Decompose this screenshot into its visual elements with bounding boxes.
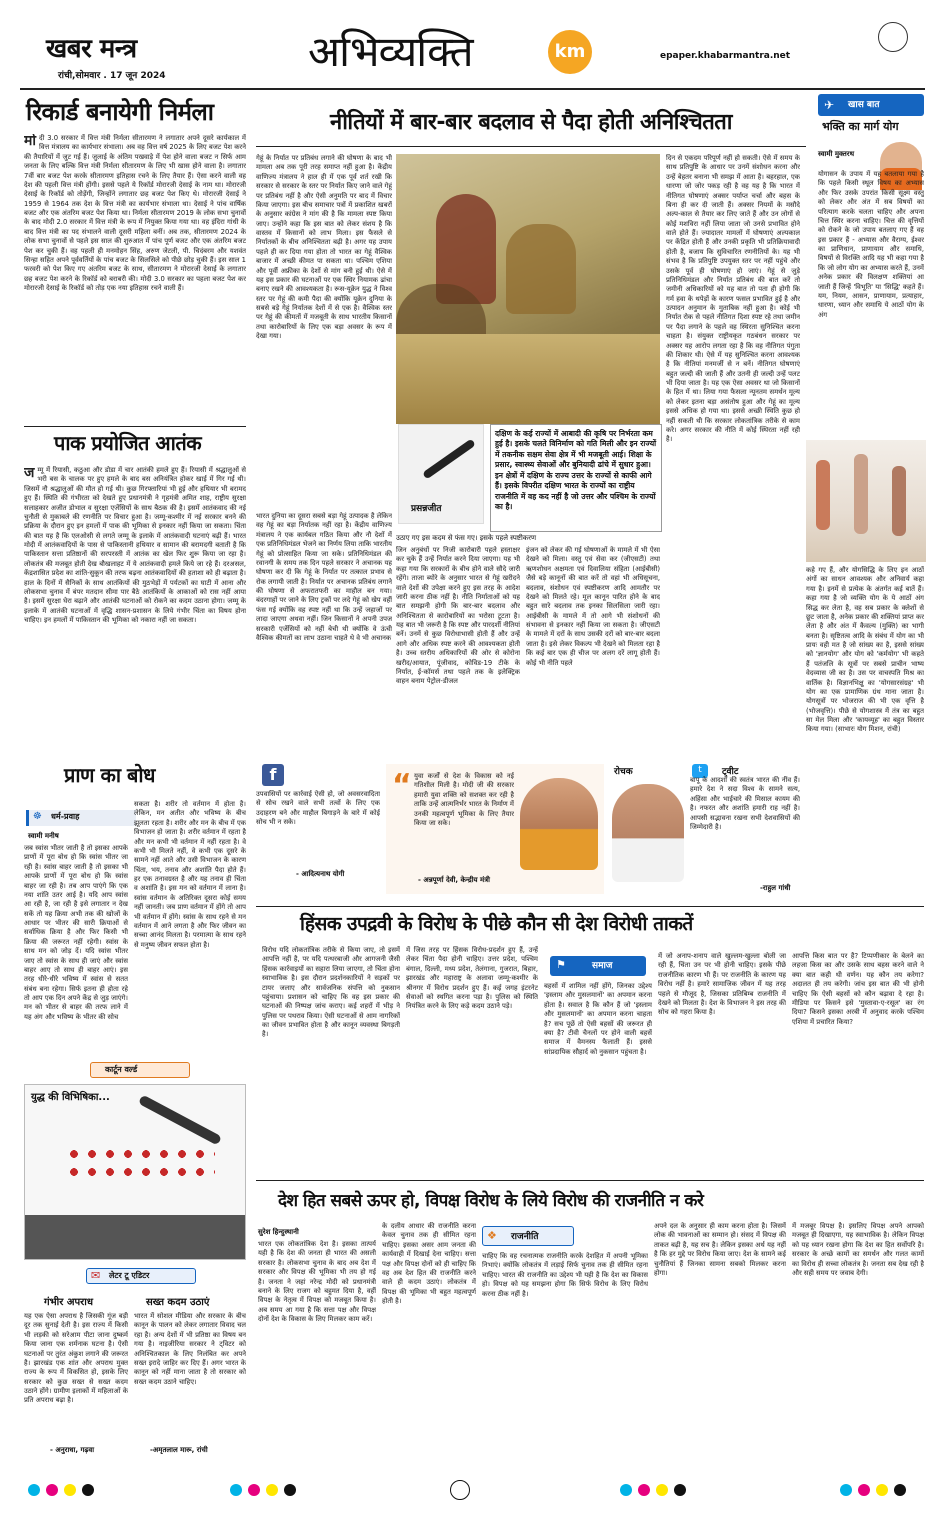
quote2-text: बापू के आदर्शों की स्वतंत्र भारत की नींव हैं। हमारे देश ने सदा विश्व के सामने सत्य, अहिंसा और भाईचारे की मिसाल कायम की है। नफरत और अशांति हमारी राह नहीं है। आपसी सद्भावना रखना सभी देशवासियों की जिम्मेदारी है। (690, 776, 800, 831)
yoga-author: स्वामी मुक्तरथ (818, 150, 855, 158)
rajniti-icon: ❖ (487, 1229, 497, 1242)
yoga-kicker: खास बात (848, 100, 880, 110)
reg-dot-cyan (28, 1484, 40, 1496)
patriot-col-3: चाहिए कि वह रचनात्मक राजनीति करके देशहित में अपनी भूमिका निभाएं। क्योंकि लोकतंत्र में लड़ाई सिर्फ चुनाव तक ही सीमित रहना चाहिए। भारत की राजनीति का उद्देश्य भी यही है कि देश का विकास हो। विपक्ष को यह समझना होगा कि सिर्फ विरोध के लिए विरोध करना ठीक नहीं है। (482, 1252, 648, 1298)
lead-rule (256, 146, 806, 147)
cartoon-caption: युद्ध की विभिषिका... (31, 1092, 110, 1103)
letter2-head: सख्त कदम उठाएं (146, 1297, 210, 1308)
dateline: रांची,सोमवार . 17 जून 2024 (58, 71, 166, 81)
color-registration-strip (20, 1478, 925, 1502)
crosshair-icon (450, 1480, 470, 1500)
fb-text: उपवासियों पर कार्रवाई ऐसी हो, जो अवसरवादिता से सोच रखने वाले सभी तत्वों के लिए एक उदाहरण बने और माहौल बिगाड़ने के बारे में कोई सोच भी न सके। (256, 790, 380, 827)
yoga-figure-3 (892, 466, 906, 536)
reg-dot-yellow (64, 1484, 76, 1496)
reg-dot-cyan-3 (620, 1484, 632, 1496)
yoga-body: कहे गए हैं, और योगसिद्धि के लिए इन आठों अंगों का साधन आवश्यक और अनिवार्य कहा गया है। इनमें से प्रत्येक के अंतर्गत कई बातें हैं। कहा गया है जो व्यक्ति योग के ये आठों अंग सिद्ध कर लेता है, वह सब प्रकार के क्लेशों से छूट जाता है, अनेक प्रकार की शक्तियां प्राप्त कर लेता है और अंत में कैवल्य (मुक्ति) का भागी बनता है। सृष्टितत्व आदि के संबंध में योग का भी प्रायः वही मत है जो सांख्य का है, इससे सांख्य को 'ज्ञानयोग' और योग को 'कर्मयोग' भी कहते हैं पतंजलि के सूत्रों पर सबसे प्राचीन भाष्य वेदव्यास जी का है। उस पर वाचस्पति मिश्र का वार्तिक है। विज्ञानभिक्षु का 'योगसारसंग्रह' भी योग का एक प्रामाणिक ग्रंथ माना जाता है। योगसूत्रों पर भोजराज की भी एक वृत्ति है (भोजवृत्ति)। पीछे से योगशास्त्र में तंत्र का बहुत सा मेल मिला और 'कायव्यूह' का बहुत विस्तार किया गया। (साभारः योग मिशन, रांची) (806, 566, 924, 734)
aatank-body (24, 466, 246, 756)
cartoon (24, 1084, 246, 1260)
violence-col-4: में जो अनाप-शनाप वाले खुल्लम-खुल्ला बोली जा रही हैं, चिंता उन पर भी होनी चाहिए। इसके पीछे राजनीतिक कारण भी हैं। पर राजनीति के कारण यह विरोध नहीं है। हमारे सामाजिक जीवन में यह तरह पहले से मौजूद है, जिसका प्रतिबिम्ब राजनीति में देखने को मिलता है। देश के विभाजन ने इस तरह की सोच को गहरा किया है। (658, 952, 786, 1017)
cartoon-kicker-box (90, 1062, 190, 1078)
patriot-headline: देश हित सबसे ऊपर हो, विपक्ष विरोध के लिये विरोध की राजनीति न करे (278, 1191, 704, 1211)
reg-dot-yellow-2 (266, 1484, 278, 1496)
minister-photo (520, 778, 598, 870)
aatank-dropcap: ज (24, 466, 35, 481)
pen-icon (422, 439, 476, 480)
logo-text: km (554, 40, 586, 62)
letters-kicker: लेटर टू एडिटर (109, 1271, 150, 1280)
reg-dot-black-2 (284, 1484, 296, 1496)
lead-col-5: दिन से एकदम परिपूर्ण नहीं हो सकती। ऐसे में समय के साथ प्रतिपुष्टि के आधार पर उनमें संशोधन करना और उन्हें बेहतर बनाना भी समझ में आता है। बहरहाल, एक धारणा जो जोर पकड़ रही है वह यह है कि भारत में नीतिगत घोषणाएं अक्सर पर्याप्त चर्चा और बहस के बिना ही कर दी जाती हैं। अक्सर नियमों के मसौदे अल्प-काल से तैयार कर लिए जाते हैं और उन लोगों से कोई मशविरा नहीं लिया जाता जो उनसे प्रभावित होने वाले होते हैं। ज्यादातर मामलों में घोषणाएं अल्पकाल पर केंद्रित होती हैं और उनकी प्रकृति भी प्रतिक्रियावादी होती है, बजाय कि सुविचारित रणनीतियों के। यह भी संभव है कि प्रतिपुष्टि उपयुक्त स्तर पर नहीं पहुंचे और उसके पूर्व ही घोषणाएं हो जाएं। गेहूं से जुड़े प्रतिनिधिमंडल और निर्यात प्रतिबंध की बात करें तो जमीनी अधिकारियों को यह बात तो पता ही होगी कि गर्म हवा के थपेड़ों के कारण फसल प्रभावित हुई है और उत्पादन अनुमान के मुताबिक नहीं हुआ है। कोई भी निर्यात रोक से पहले नीतिगत दिशा स्पष्ट रहे तथा जमीन पर पैदा लगाने के पहले वह स्थिरता सुनिश्चित करना चाहता है। संयुक्त राष्ट्रीयकृत गठबंधन सरकार पर अक्सर यह आरोप लगता रहा है कि वह नीतिगत पंगुता की शिकार थी। ऐसे में यह सुनिश्चित करना आवश्यक है कि नीतियां मनमर्जी से न बनें। नीतिगत घोषणाएं बहुत जल्दी की जाती हैं और उतनी ही जल्दी उन्हें पलट भी दिया जाता है। यह एक ऐसा अवसर था जो किसानों के हित में था। लिया गया फैसला न्यूनतम समर्थन मूल्य को लेकर इतना बड़ा असंतोष हुआ और गेहूं का मूल्य इससे अधिक हो गया था। इससे अच्छी स्थिति कुछ हो नहीं सकती थी कि सरकार लोकतांत्रिक तरीके से काम करे। अगर सरकार की नीति में कोई स्थिरता नहीं रही है। (666, 154, 800, 444)
masthead (20, 18, 925, 86)
registration-mark-icon (878, 22, 908, 52)
lead-col-3: जिन अनुबंधों पर निजी कारोबारी पहले हस्ताक्षर कर चुके हैं उन्हें निर्यात करने दिया जाएगा। यह भी कहा गया कि सरकारों के बीच होने वाले सौदे जारी रहेंगे। ताजा ब्योरे के अनुसार भारत से गेहूं खरीदने वाले देशों की उपेक्षा करने हुए इस तरह के आदेश जारी करना ठीक नहीं है। नीति निर्माताओं को यह बात समझनी होगी कि बार-बार बदलाव और अनिश्चितता से कारोबारियों का भरोसा टूटता है। यह बात भी जरूरी है कि स्पष्ट और पारदर्शी नीतियां बनें। उनमें से कुछ विरोधाभासी होती हैं और उन्हें आगे और अधिक स्पष्ट करने की आवश्यकता होती है। उच्च स्तरीय अधिकारियों की ओर से कोरोना खरीद/आयात, पूंजीवाद, कोविड-19 टीके के निर्यात, ई-कॉमर्स तथा पहले तक के इलेक्ट्रिक वाहन बनाम पेट्रोल-डीजल (396, 546, 520, 686)
nirmala-dropcap: मो (24, 134, 36, 149)
farmer-figure-2 (506, 224, 576, 314)
fb-author: - आदित्यनाथ योगी (296, 870, 345, 878)
quote-mark-icon: “ (392, 768, 412, 803)
violence-col-3: बहसों में शामिल नहीं होंगे, जिनका उद्देश्य 'इस्लाम और मुसलमानों' का अपमान करना होता है। सवाल है कि कौन हैं जो 'इस्लाम और मुसलमानों' का अपमान करना चाहता है? सच पूछें तो ऐसी बहसों की जरूरत ही क्या है? टीवी चैनलों पर होने वाली बहसें समाज में वैमनस्य फैलाती हैं। इससे सांप्रदायिक सौहार्द को नुकसान पहुंचता है। (544, 982, 652, 1056)
missile-icon (138, 1094, 222, 1145)
praan-col-1: जब स्वांस भीतर जाती है तो इसका आपके प्राणों में पूरा बोध हो कि स्वांस भीतर जा रही है। स्वांस बाहर जाती है तो इसका भी आपके प्राणों में पूरा बोध हो कि स्वांस बाहर जा रही है। तब आप पाएंगे कि एक नया शांति उतर आई है। यदि आप स्वांस आ रही है, जा रही है इसे लगातार न देख सकें तो यह क्रिया अभी तक की खोजों के आधार पर भीतर की सारी क्रियाओं से सर्वाधिक क्रिया है और फिर किसी भी क्रिया की जरूरत नहीं रहेगी। स्वांस के साथ मन को जोड़ दें। यदि स्वांस भीतर जाए तो स्वांस के साथ ही जाएं और स्वांस बाहर आए तो साथ ही बाहर आएं। इस तरह धीरे-धीरे भविष्य में स्वांस से सतत संबंध बना रहेगा। सिर्फ इतना ही होता रहे तो आप एक दिन अपने केंद्र से जुड़ जाएंगे। मन को भीतर से बाहर की तरफ लाने में यह अंग और भविष्य के भीतर की सोच (24, 844, 128, 1021)
letter1-head: गंभीर अपराध (44, 1297, 93, 1308)
nirmala-headline: रिकार्ड बनायेगी निर्मला (26, 98, 214, 126)
patriot-col-2: के दलीय आधार की राजनीति करना केवल चुनाव तक ही सीमित रहना चाहिए। इसका असर आम जनता की कार्यवाही में दिखाई देना चाहिए। सत्ता पक्ष और विपक्ष दोनों को ही चाहिए कि वह अब देश हित की राजनीति करने वाले ही कदम उठाएं। लोकतंत्र में विपक्ष की भूमिका भी बहुत महत्वपूर्ण होती है। (382, 1222, 476, 1305)
letter1-author: - अनुराधा, गढ़वा (50, 1446, 95, 1454)
violence-top-rule (256, 906, 924, 907)
quote-block-1 (386, 764, 604, 894)
reg-dot-black-3 (674, 1484, 686, 1496)
lead-headline: नीतियों में बार-बार बदलाव से पैदा होती अनिश्चितता (330, 110, 732, 135)
aatank-text: म्मू में रियासी, कठुआ और डोडा में चार आतंकी हमले हुए हैं। रियासी में श्रद्धालुओं से भरी बस के चालक पर हुए हमले के बाद बस अनियंत्रित होकर खाई में गिर गई थी। जिसमें नौ श्रद्धालुओं की मौत हो गई थी। कुछ गिरफ्तारियां भी हुई और हथियार भी बरामद हुए हैं। स्थिति की गंभीरता को देखते हुए प्रधानमंत्री ने गृहमंत्री अमित शाह, राष्ट्रीय सुरक्षा सलाहकार अजीत डोभाल व सुरक्षा एजेंसियों के साथ बैठक की है। इसमें आतंकवाद की नई चुनौती से मुकाबले की रणनीति पर विचार हुआ है। जम्मू-कश्मीर में नई सरकार बनने की प्रक्रिया के दौरान हुए इन हमलों में पाक की भूमिका से इनकार नहीं किया जा सकता। चिंता की बात यह है कि एलओसी से लगते जम्मू के इलाके में आतंकवादी घटनाएं बढ़ी हैं। भारत मोदी में आतंकवादियों के पास से पाकिस्तानी हथियार व सामान की बरामदगी बताती है कि पाकिस्तान सत्ता प्रतिष्ठानों की सरपरस्ती में आतंक का खेल फिर शुरू किया जा रहा है। लोकतंत्र की मजबूत होती देख बौखलाहट में ये आतंकवादी हमले किये जा रहे हैं। दरअसल, केंद्रशासित प्रदेश का शांति-सुकून की तरफ बढ़ना आतंकवादियों की हताशा को ही बढ़ाता है। हाल के दिनों में सैनिकों के साथ आतंकियों की मुठभेड़ों में पर्यटकों का घाटी में आना और लोकसभा चुनाव में बंपर मतदान सीमा पार बैठे आतंकियों के आकाओं को रास नहीं आया है। इसमें सुरक्षा घेरा बढ़ाने और आतंकी घटनाओं को रोकने का कदम उठाना होगा। जम्मू के इलाके में आतंकी घटनाओं में वृद्धि शासन-प्रशासन के लिये गंभीर चिंता का विषय होना चाहिए। इन हमलों में पाकिस्तान की भूमिका को नकारा नहीं जा सकता। (24, 466, 246, 624)
praan-kicker: धर्म-प्रवाह (51, 812, 80, 821)
quote2-author: -राहुल गांधी (760, 884, 791, 892)
nirmala-text: दी 3.0 सरकार में वित्त मंत्री निर्मला सीतारमण ने लगातार अपने दूसरे कार्यकाल में वित्त मंत्रालय का कार्यभार संभाला। अब वह वित्त वर्ष 2025 के लिए बजट पेश करने की तैयारियों में जुट गई हैं। जुलाई के अंतिम पखवाड़े में पेश होने वाला बजट न सिर्फ आम जनता के लिए बल्कि वित्त मंत्री निर्मला सीतारमण के लिए भी खास होने वाला है। लगातार 7वीं बार बजट पेश करके सीतारमण इतिहास रचने के लिए तैयार हैं। ऐसा करने वाली वह देश की पहली वित्त मंत्री होंगी। इससे पहले ये रिकॉर्ड मोरारजी देसाई के नाम था। मोरारजी देसाई के रिकॉर्ड को तोड़ेंगी, जिन्होंने लगातार छह बजट पेश किए थे। मोरारजी देसाई ने 1959 से 1964 तक देश के वित्त मंत्री का कार्यभार संभाला था। देसाई ने पांच वार्षिक बजट और एक अंतरिम बजट पेश किया था। निर्मला सीतारमण 2019 के लोक सभा चुनावों के बाद मोदी 2.0 सरकार में वित्त मंत्री के रूप में नियुक्त किया गया था। वह इंदिरा गांधी के बाद वित्त मंत्री का पद संभालने वाली दूसरी महिला बनीं। अब तक, सीतारमण 2024 के लोक सभा चुनावों से पहले इस साल की शुरुआत में पांच पूर्ण बजट और एक अंतरिम बजट पेश कर चुकी हैं। वह पहली ही मनमोहन सिंह, अरुण जेटली, पी. चिदंबरम और यशवंत सिन्हा सहित अपने पूर्ववर्तियों के पांच बजट के सिलसिले को पीछे छोड़ चुकी हैं। इस साल 1 फरवरी को पेश किए गए अंतरिम बजट के साथ, सीतारमण ने मोरारजी देसाई के लगातार छह बजट पेश करने के रिकॉर्ड को बराबरी की। मोदी 3.0 सरकार का पहला बजट पेश कर मोरारजी देसाई के रिकॉर्ड को तोड़ एक नया इतिहास रचने वाली हैं। (24, 134, 246, 292)
label-rochak: रोचक (614, 767, 633, 777)
lead-col-2: भारत दुनिया का दूसरा सबसे बड़ा गेहूं उत्पादक है लेकिन वह गेहूं का बड़ा निर्यातक नहीं रहा है। केंद्रीय वाणिज्य मंत्रालय ने एक कार्यबल गठित किया और नौ देशों में एक प्रतिनिधिमंडल भेजने का निर्णय लिया ताकि भारतीय गेहूं को प्रोत्साहित किया जा सके। प्रतिनिधिमंडल की रवानगी के समय तक दिन पहले सरकार ने अचानक यह घोषणा कर दी कि गेहूं के निर्यात पर तत्काल प्रभाव से रोक लगायी जाती है। निर्यात पर अचानक प्रतिबंध लगाने की घोषणा से अफरातफरी का माहौल बन गया। बंदरगाहों पर जाने के लिए ट्रकों पर लदे गेहूं को खेप वहीं फंस गई क्योंकि वह स्पष्ट नहीं था कि उन्हें जहाजों पर लादा जाएगा अथवा नहीं। जिन किसानों ने अपनी उपज सरकारी एजेंसियों को नहीं बेची थी क्योंकि वे ऊंची वैश्विक कीमतों का लाभ उठाना चाहते थे वे भी अचानक (256, 512, 392, 642)
lead-col-4: इंजन को लेकर की गई घोषणाओं के मामले में भी ऐसा देखने को मिला। वस्तु एवं सेवा कर (जीएसटी) तथा ऋणशोधन अक्षमता एवं दिवालिया संहिता (आईबीसी) जैसे बड़े कानूनों की बात करें तो वहां भी अधिसूचना, बदलाव, संशोधन एवं स्पष्टीकरण आदि आमतौर पर देखने को मिलते रहे। मूल कानून पारित होने के बाद बहुत सारे बदलाव तक इनका सिलसिला जारी रहा। आईबीसी के मामले में तो आगे भी संशोधनों की संभावना से इनकार नहीं किया जा सकता है। जीएसटी के मामले में दरों के साथ उसकी दरों को बार-बार बदला जाता है। इसे लेकर विकल्प भी देखने को मिलता रहा है कि कई बार एक ही चीज पर अलग दरें लागू होती हैं। कोई भी नीति पहले (526, 546, 660, 667)
patriot-col-4: अपने दल के अनुसार ही काम करना होता है। जिसमें लोक की भावनाओं का सम्मान हो। संसद में विपक्ष की ताकत बढ़ी है, यह सच है। लेकिन इसका अर्थ यह नहीं है कि हर मुद्दे पर विरोध किया जाए। देश के सामने कई चुनौतियां हैं जिनका सामना सबको मिलकर करना होगा। (654, 1222, 786, 1277)
violence-col-1: विरोध यदि लोकतांत्रिक तरीके से किया जाए, तो इसमें आपत्ति नहीं है, पर यदि पत्थरबाजी और आगजनी जैसी हिंसक कार्रवाइयों का सहारा लिया जाएगा, तो चिंता होना स्वाभाविक है। इस दौरान प्रदर्शनकारियों ने सड़कों पर टायर जलाए और सार्वजनिक संपत्ति को नुकसान पहुंचाया। प्रशासन को चाहिए कि वह इस प्रकार की घटनाओं की निष्पक्ष जांच कराए। कई शहरों में भीड़ ने पुलिस पर पथराव किया। ऐसी घटनाओं से आम नागरिकों का जीवन प्रभावित होता है और कानून व्यवस्था बिगड़ती है। (262, 946, 400, 1039)
quote1-author: - अन्नपूर्णा देवी, केन्द्रीय मंत्री (418, 876, 490, 884)
praan-kicker-box (26, 810, 136, 826)
wheat-field (396, 334, 660, 424)
reg-dot-cyan-4 (840, 1484, 852, 1496)
letter1-body: यह एक ऐसा अपराध है जिसकी गूंज बड़ी दूर तक सुनाई देती है। इस राज्य में किसी भी लड़की को सरेआम पीटा जाना दुष्कर्म किया जाना एक शर्मनाक घटना है। ऐसी घटनाओं पर तुरंत अंकुश लगाने की जरूरत है। झारखंड एक शांत और अपराध मुक्त राज्य के रूप में विकसित हो, इसके लिए सरकार को कुछ सख्त से सख्त कदम उठाने होंगे। ग्रामीण इलाकों में महिलाओं के प्रति अपराध बढ़ा है। (24, 1312, 128, 1405)
samaj-kicker-box (550, 956, 646, 976)
yoga-figure-2 (854, 454, 868, 534)
praan-author: स्वामी मनीष (28, 832, 59, 840)
pen-illustration (398, 424, 484, 524)
divider (24, 426, 246, 427)
blood-drops (65, 1145, 215, 1185)
rajniti-kicker: राजनीति (511, 1232, 539, 1242)
reg-dot-magenta (46, 1484, 58, 1496)
lead-photo (396, 154, 660, 424)
rajniti-kicker-box (482, 1226, 574, 1246)
pull-quote-text: दक्षिण के कई राज्यों में आबादी की कृषि पर निर्भरता कम हुई है। इसके चलते विनिर्माण को गति मिली और इन राज्यों में तकनीक सक्षम सेवा क्षेत्र में भी मजबूती आई। शिक्षा के प्रसार, स्वास्थ्य सेवाओं और बुनियादी ढांचे में सुधार हुआ। इन क्षेत्रों में दक्षिण के राज्य उत्तर के राज्यों से काफी आगे हैं। इसके विपरीत दक्षिण भारत के राज्यों का राष्ट्रीय राजनीति में वह कद नहीं है जो उत्तर और पश्चिम के राज्यों का है। (495, 429, 657, 512)
cartoon-kicker: कार्टून वर्ल्ड (105, 1065, 138, 1074)
airplane-icon: ✈ (824, 98, 835, 112)
paper-name: खबर मन्त्र (46, 34, 137, 64)
samaj-kicker: समाज (592, 961, 613, 971)
lead-author: प्रसन्नजीत (411, 504, 442, 514)
reg-dot-black-4 (894, 1484, 906, 1496)
fb-block (256, 764, 380, 894)
reg-dot-black (82, 1484, 94, 1496)
logo (548, 30, 592, 74)
facebook-icon: f (262, 764, 284, 786)
praan-headline: प्राण का बोध (64, 763, 155, 787)
lead-col-1: गेहूं के निर्यात पर प्रतिबंध लगाने की घोषणा के बाद भी मामला अब तक पूरी तरह समाप्त नहीं हुआ है। केंद्रीय वाणिज्य मंत्रालय ने हाल ही में एक पूर्व शर्त रखी कि सरकार से सरकार के स्तर पर निर्यात किए जाने वाले गेहूं पर प्रतिबंध नहीं है और ऐसी अनुमति पर बाद में विचार किया जाएगा। इस बीच समाचार पत्रों में प्रकाशित खबरों के अनुसार कांग्रेस ने मांग की है कि मामला स्पष्ट किया जाए। उन्होंने कहा कि इस बात को लेकर संशय है कि वास्तव में किसानों को लाभ मिला। इस फैसले से निर्यातकों के बीच अनिश्चितता बढ़ी है। अगर यह उपाय पहले ही कर दिया गया होता तो भारत का गेहूं वैश्विक बाजार में अच्छी कीमत पा सकता था। पश्चिम एशिया और पूर्वी अफ्रीका के देशों से मांग बनी हुई थी। ऐसे में यह इस प्रकार की घटनाओं पर एक स्थिर नियामक ढांचा बनाए रखने की आवश्यकता है। रूस-यूक्रेन युद्ध ने विश्व स्तर पर गेहूं की कमी पैदा की क्योंकि यूक्रेन दुनिया के सबसे बड़े गेहूं निर्यातक देशों में से एक है। वैश्विक स्तर पर गेहूं की कीमतों में मजबूती के साथ भारतीय किसानों तथा कारोबारियों के लिए एक बड़ा अवसर के रूप में देखा गया। (256, 154, 392, 341)
masthead-rule (20, 88, 925, 90)
patriot-top-rule (256, 1180, 924, 1181)
praan-col-2: सकता है। शरीर तो वर्तमान में होता है। लेकिन, मन अतीत और भविष्य के बीच झूलता रहता है। शरीर और मन के बीच में एक विभाजन हो जाता है। शरीर वर्तमान में रहता है और मन कभी भी वर्तमान में नहीं रहता है। वे कभी भी मिलते नहीं, वे कभी एक दूसरे के सामने नहीं आते और उसी विभाजन के कारण चिंता, भय, तनाव और अशांति पैदा होते हैं। हर एक तनावग्रस्त है और यह तनाव ही चिंता व अशांति है। इस मन को वर्तमान में लाना है। स्वांस वर्तमान के अतिरिक्त दूसरा कोई समय नहीं जानती। जब प्राण वर्तमान में होंगे तो आप भी वर्तमान में होंगे। स्वांस के साथ रहने से मन वर्तमान में आने लगता है और फिर जीवन का सच्चा आनंद मिलता है। परमात्मा के साथ रहने से मनुष्य जीवन सफल होता है। (134, 800, 246, 949)
yoga-headline: भक्ति का मार्ग योग (822, 120, 899, 133)
website[interactable]: epaper.khabarmantra.net (660, 51, 791, 61)
letter2-author: -अमृतलाल मारू, रांची (150, 1446, 208, 1454)
yoga-photo (806, 440, 926, 562)
samaj-icon: ⚑ (556, 958, 566, 971)
letters-kicker-box (86, 1268, 196, 1284)
reg-dot-magenta-4 (858, 1484, 870, 1496)
quote1-text: युवा कर्जों से देश के विकास को नई गतिशील मिली है। मोदी जी की सरकार हमारी युवा शक्ति को सशक्त कर रही है ताकि उन्हें आत्मनिर्भर भारत के निर्माण में उनकी महत्वपूर्ण भूमिका के लिए तैयार किया जा सके। (414, 772, 514, 827)
reg-dot-magenta-2 (248, 1484, 260, 1496)
rahul-photo (612, 784, 684, 882)
om-icon: ☸ (33, 811, 42, 822)
reg-dot-cyan-2 (230, 1484, 242, 1496)
section-title: अभिव्यक्ति (308, 27, 473, 76)
ground (25, 1215, 246, 1260)
reg-dot-magenta-3 (638, 1484, 650, 1496)
nirmala-body (24, 134, 246, 424)
aatank-headline: पाक प्रयोजित आतंक (54, 431, 202, 455)
yoga-figure-1 (816, 460, 830, 530)
reg-dot-yellow-3 (656, 1484, 668, 1496)
patriot-author: सुरेश हिन्दुस्थानी (258, 1228, 299, 1236)
patriot-col-1: भारत एक लोकतांत्रिक देश है। इसका तात्पर्य यही है कि देश की जनता ही भारत की असली सरकार है। लोकसभा चुनाव के बाद अब देश में सरकार और विपक्ष की भूमिका भी तय हो गई है। जनता ने जहां नरेन्द्र मोदी को प्रधानमंत्री बनाने के लिए राजग को बहुमत दिया है, वहीं विपक्ष के नेतृत्व में विपक्ष को मजबूत किया है। अब समय आ गया है कि सत्ता पक्ष और विपक्ष दोनों देश के विकास के लिए मिलकर काम करें। (258, 1240, 376, 1323)
violence-headline: हिंसक उपद्रवी के विरोध के पीछे कौन सी देश विरोधी ताकतें (300, 913, 693, 935)
yoga-intro: योगासन के उपाय में यह बतलाया गया है कि पहले किसी स्थूल विषय का अभ्यास और फिर उसके उपरांत किसी सूक्ष्म वस्तु को लेकर और अंत में सब विषयों का परित्याग करके चलता चाहिए और अपना चित्त स्थिर करना चाहिए। चित्त की वृत्तियों को रोकने के जो उपाय बतलाए गए हैं वह इस प्रकार हैं - अभ्यास और वैराग्य, ईश्वर का प्राणिधान, प्राणायाम और समाधि, विषयों से विरक्ति आदि यह भी कहा गया है कि जो लोग योग का अभ्यास करते हैं, उनमें अनेक प्रकार की विलक्षण शक्तियां आ जाती हैं जिन्हें 'विभूति' या 'सिद्धि' कहते हैं। यम, नियम, आसन, प्राणायाम, प्रत्याहार, धारणा, ध्यान और समाधि ये आठों योग के अंग (818, 170, 924, 319)
patriot-col-5: में मजबूर विपक्ष है। इसलिए विपक्ष अपने आपको मजबूत ही दिखाएगा, यह स्वाभाविक है। लेकिन विपक्ष को यह ध्यान रखना होगा कि देश का हित सर्वोपरि है। सरकार के अच्छे कामों का समर्थन और गलत कामों का विरोध ही सच्चा लोकतंत्र है। जनता सब देख रही है और सही समय पर जवाब देगी। (792, 1222, 924, 1277)
violence-col-2: में जिस तरह पर हिंसक विरोध-प्रदर्शन हुए हैं, उन्हें लेकर चिंता पैदा होनी चाहिए। उत्तर प्रदेश, पश्चिम बंगाल, दिल्ली, मध्य प्रदेश, तेलंगाना, गुजरात, बिहार, झारखंड और महाराष्ट्र के अलावा जम्मू-कश्मीर के श्रीनगर में विरोध प्रदर्शन हुए हैं। कई जगह इंटरनेट सेवाओं को स्थगित करना पड़ा है। पुलिस को स्थिति नियंत्रित करने के लिए कड़े कदम उठाने पड़े। (406, 946, 538, 1011)
mail-icon: ✉ (91, 1269, 101, 1282)
label-tweet: ट्वीट (722, 767, 739, 777)
letter2-body: भारत में सोशल मीडिया और सरकार के बीच कानून के पालन को लेकर लगातार विवाद चल रहा है। अन्य देशों में भी प्रतिष्ठा का विषय बन गया है। नाइजीरिया सरकार ने ट्विटर को अनिश्चितकाल के लिए निलंबित कर अपने सख्त इरादे जाहिर कर दिए हैं। अगर भारत के कानून को नहीं माना जाता है तो सरकार को सख्त कदम उठाने चाहिए। (134, 1312, 246, 1386)
violence-col-5: आपत्ति किस बात पर है? टिप्पणीकार के बेलने का लहजा किस का और उसके साथ बहस करने वाले ने क्या बात कही थी वर्णन। यह कौन तय करेगा? अदालत ही तय करेगी। जांच इस बात की भी होनी चाहिए कि ऐसी बहसों को कौन बढ़ावा दे रहा है। मीडिया पर किसने इसे 'मुस्तावा-ए-रसूल' का रंग दिया? किसने इसका अरबी में अनुवाद करके पश्चिम एशिया में प्रचारित किया? (792, 952, 924, 1026)
pull-quote (490, 424, 662, 532)
photo-caption: उठाए गए इस कदम से फंस गए। इसके पहले स्पष्टीकरण (396, 534, 537, 542)
reg-dot-yellow-4 (876, 1484, 888, 1496)
yoga-kicker-box (818, 94, 924, 116)
twitter-icon: t (692, 764, 708, 778)
